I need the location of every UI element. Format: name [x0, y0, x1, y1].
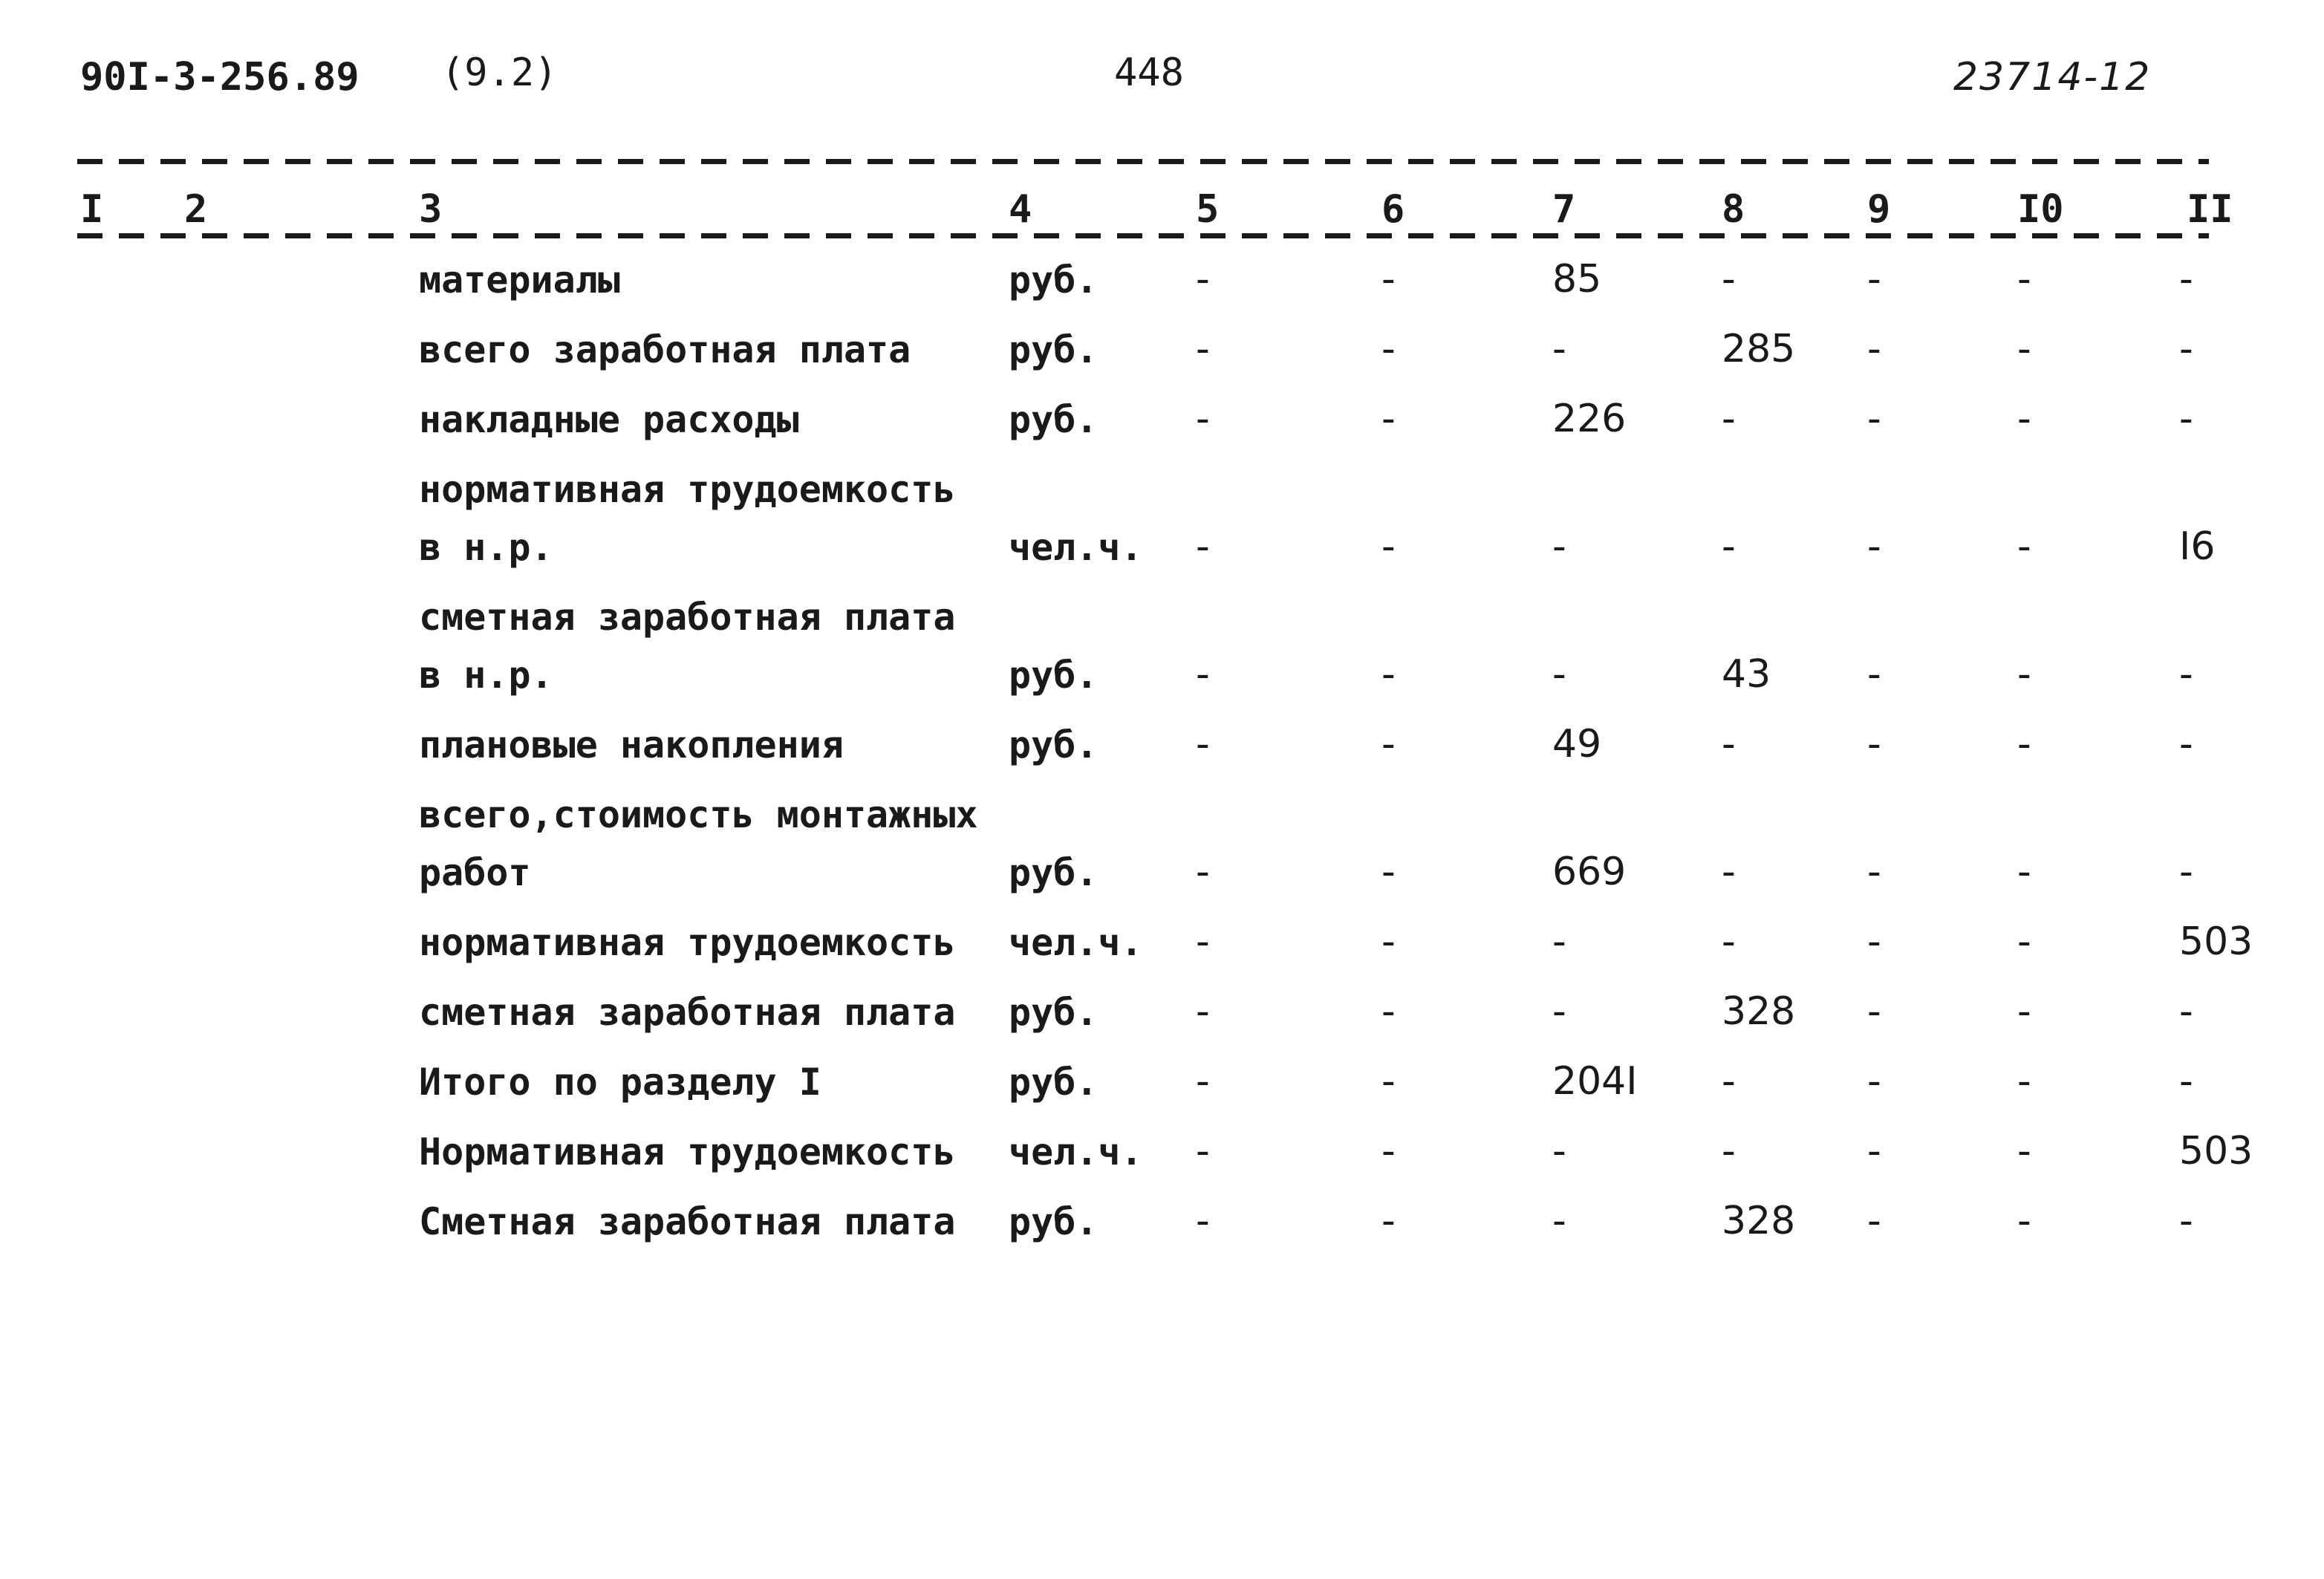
- value-c5: -: [1196, 989, 1210, 1034]
- item-name: нормативная трудоемкость: [419, 468, 956, 511]
- value-c6: -: [1381, 989, 1396, 1034]
- item-name: Нормативная трудоемкость: [419, 1130, 956, 1173]
- value-c6: -: [1381, 257, 1396, 302]
- unit-of-measure: руб.: [1009, 1061, 1098, 1104]
- column-number-8: 8: [1722, 187, 1745, 232]
- value-c6: -: [1381, 1129, 1396, 1173]
- unit-of-measure: руб.: [1009, 258, 1098, 302]
- value-c11: -: [2179, 722, 2193, 766]
- value-c11: 503: [2179, 919, 2253, 964]
- value-c7: 204I: [1552, 1059, 1638, 1104]
- value-c11: -: [2179, 327, 2193, 371]
- value-c5: -: [1196, 397, 1210, 441]
- value-c8: -: [1722, 1129, 1736, 1173]
- item-name: Сметная заработная плата: [419, 1200, 956, 1243]
- value-c11: -: [2179, 1059, 2193, 1104]
- value-c8: 328: [1722, 1199, 1796, 1243]
- value-c7: -: [1552, 1129, 1566, 1173]
- section-number: (9.2): [441, 51, 558, 95]
- item-name: Итого по разделу I: [419, 1061, 821, 1104]
- value-c10: -: [2017, 397, 2031, 441]
- value-c11: 503: [2179, 1129, 2253, 1173]
- value-c6: -: [1381, 524, 1396, 569]
- value-c9: -: [1867, 257, 1881, 302]
- value-c8: 285: [1722, 327, 1796, 371]
- value-c10: -: [2017, 919, 2031, 964]
- page-number: 448: [1114, 51, 1184, 95]
- value-c11: -: [2179, 397, 2193, 441]
- column-number-11: II: [2187, 187, 2233, 232]
- item-name: материалы: [419, 258, 620, 302]
- unit-of-measure: руб.: [1009, 991, 1098, 1034]
- value-c7: -: [1552, 989, 1566, 1034]
- unit-of-measure: руб.: [1009, 328, 1098, 371]
- column-number-2: 2: [184, 187, 208, 232]
- value-c5: -: [1196, 1129, 1210, 1173]
- item-name: в н.р.: [419, 526, 553, 569]
- value-c9: -: [1867, 1199, 1881, 1243]
- value-c6: -: [1381, 397, 1396, 441]
- value-c8: -: [1722, 919, 1736, 964]
- column-number-10: I0: [2017, 187, 2064, 232]
- value-c9: -: [1867, 919, 1881, 964]
- table-header-rule: [77, 233, 2209, 238]
- value-c5: -: [1196, 652, 1210, 697]
- value-c8: -: [1722, 1059, 1736, 1104]
- unit-of-measure: чел.ч.: [1009, 526, 1143, 569]
- inventory-number: 23714-12: [1953, 55, 2152, 100]
- value-c6: -: [1381, 850, 1396, 894]
- value-c10: -: [2017, 722, 2031, 766]
- value-c11: -: [2179, 652, 2193, 697]
- value-c10: -: [2017, 652, 2031, 697]
- unit-of-measure: руб.: [1009, 723, 1098, 766]
- value-c8: -: [1722, 397, 1736, 441]
- item-name: нормативная трудоемкость: [419, 921, 956, 964]
- value-c8: -: [1722, 850, 1736, 894]
- value-c6: -: [1381, 652, 1396, 697]
- value-c6: -: [1381, 327, 1396, 371]
- value-c11: -: [2179, 1199, 2193, 1243]
- value-c7: 669: [1552, 850, 1627, 894]
- value-c10: -: [2017, 1059, 2031, 1104]
- value-c9: -: [1867, 1059, 1881, 1104]
- value-c11: I6: [2179, 524, 2216, 569]
- value-c9: -: [1867, 652, 1881, 697]
- value-c6: -: [1381, 722, 1396, 766]
- value-c5: -: [1196, 919, 1210, 964]
- value-c9: -: [1867, 524, 1881, 569]
- column-number-4: 4: [1009, 187, 1032, 232]
- value-c9: -: [1867, 850, 1881, 894]
- unit-of-measure: чел.ч.: [1009, 1130, 1143, 1173]
- item-name: в н.р.: [419, 654, 553, 697]
- value-c8: 328: [1722, 989, 1796, 1034]
- value-c8: -: [1722, 524, 1736, 569]
- value-c5: -: [1196, 1059, 1210, 1104]
- value-c10: -: [2017, 524, 2031, 569]
- value-c5: -: [1196, 524, 1210, 569]
- value-c5: -: [1196, 850, 1210, 894]
- value-c9: -: [1867, 989, 1881, 1034]
- value-c10: -: [2017, 989, 2031, 1034]
- item-name: работ: [419, 851, 531, 894]
- unit-of-measure: чел.ч.: [1009, 921, 1143, 964]
- value-c5: -: [1196, 1199, 1210, 1243]
- column-number-7: 7: [1552, 187, 1576, 232]
- item-name: накладные расходы: [419, 398, 799, 441]
- column-number-6: 6: [1381, 187, 1405, 232]
- value-c11: -: [2179, 257, 2193, 302]
- value-c8: -: [1722, 722, 1736, 766]
- value-c5: -: [1196, 257, 1210, 302]
- unit-of-measure: руб.: [1009, 398, 1098, 441]
- table-top-rule: [77, 159, 2209, 164]
- value-c9: -: [1867, 397, 1881, 441]
- column-number-9: 9: [1867, 187, 1891, 232]
- column-number-3: 3: [419, 187, 443, 232]
- item-name: сметная заработная плата: [419, 991, 956, 1034]
- value-c8: -: [1722, 257, 1736, 302]
- column-number-1: I: [80, 187, 104, 232]
- value-c9: -: [1867, 1129, 1881, 1173]
- value-c10: -: [2017, 257, 2031, 302]
- value-c5: -: [1196, 722, 1210, 766]
- value-c7: 85: [1552, 257, 1602, 302]
- value-c5: -: [1196, 327, 1210, 371]
- value-c9: -: [1867, 722, 1881, 766]
- value-c6: -: [1381, 1059, 1396, 1104]
- value-c11: -: [2179, 989, 2193, 1034]
- value-c7: -: [1552, 524, 1566, 569]
- value-c7: 49: [1552, 722, 1602, 766]
- unit-of-measure: руб.: [1009, 1200, 1098, 1243]
- value-c7: 226: [1552, 397, 1627, 441]
- value-c9: -: [1867, 327, 1881, 371]
- value-c11: -: [2179, 850, 2193, 894]
- value-c7: -: [1552, 652, 1566, 697]
- unit-of-measure: руб.: [1009, 654, 1098, 697]
- value-c10: -: [2017, 327, 2031, 371]
- value-c8: 43: [1722, 652, 1771, 697]
- value-c6: -: [1381, 919, 1396, 964]
- item-name: всего,стоимость монтажных: [419, 793, 978, 836]
- value-c7: -: [1552, 1199, 1566, 1243]
- column-number-5: 5: [1196, 187, 1220, 232]
- unit-of-measure: руб.: [1009, 851, 1098, 894]
- document-code: 90I-3-256.89: [80, 55, 359, 100]
- value-c10: -: [2017, 1129, 2031, 1173]
- value-c10: -: [2017, 850, 2031, 894]
- item-name: плановые накопления: [419, 723, 844, 766]
- value-c10: -: [2017, 1199, 2031, 1243]
- item-name: сметная заработная плата: [419, 596, 956, 639]
- item-name: всего заработная плата: [419, 328, 911, 371]
- value-c7: -: [1552, 327, 1566, 371]
- value-c7: -: [1552, 919, 1566, 964]
- value-c6: -: [1381, 1199, 1396, 1243]
